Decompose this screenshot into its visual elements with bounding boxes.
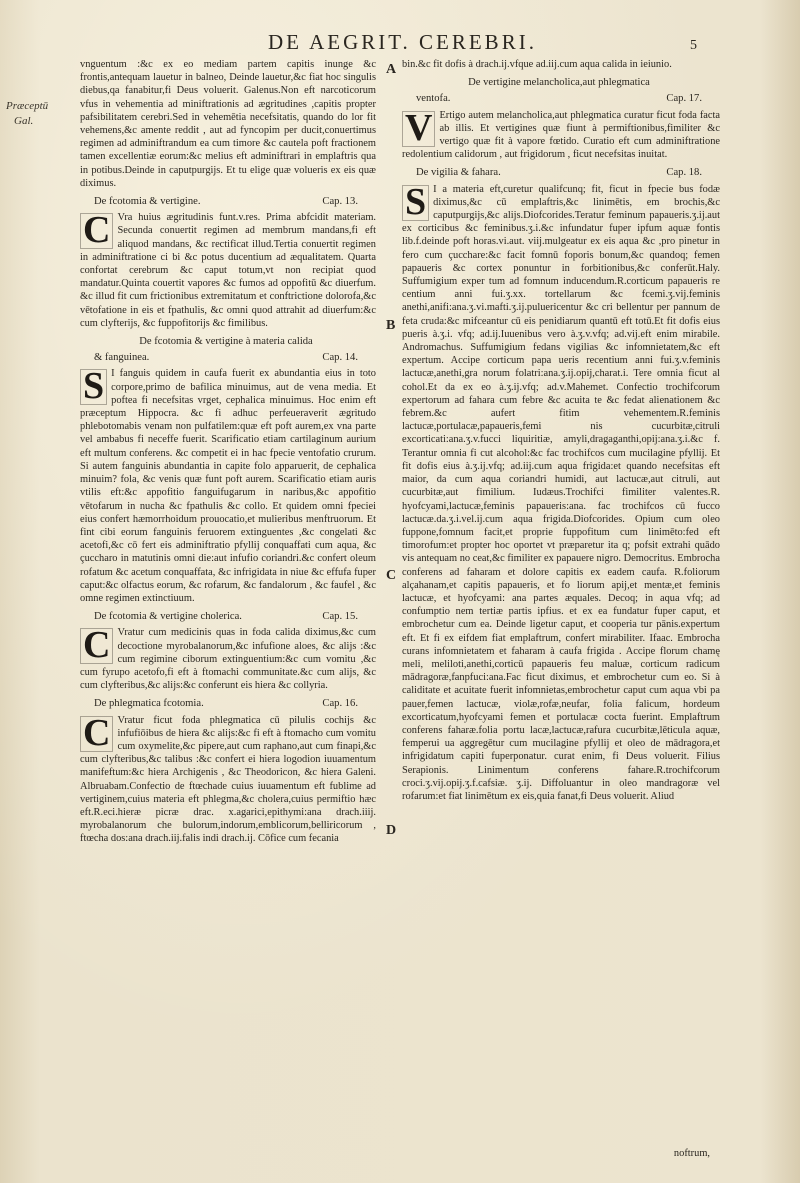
chapter-16-body: Vratur ficut foda phlegmatica cū pilulis cochijs &c infufiōibus de hiera &c alijs:&c fi eft à ftomacho cum vomitu cum oxymelite,&c pipere,aut cum raphano,aut cum finapi,&c cum clyfteribus,&c talibus :&c confert ei hiera logodion iuuamentum manifeftum:&c hiera Archigenis , &c Theodoricon, &c hiera Galeni. Albruabam.Confectio de ftœchade cuius iuuamentum eft fublime ad vertiginem,cuius materia eft phlegma,&c cholera,cuius permiftio hæc eft.R.eci.hieræ picræ drac. x.agarici,epithymi:ana drach.iiij. myrobalanorum che bulorum,indorum,emblicorum,belliricorum , ftœcha dos:ana drach.iij.falis indi drach.ij. Cōfice cum fecania (80, 714, 376, 845)
chapter-heading-17-line1 (402, 76, 720, 89)
chapter-title: De phlegmatica fcotomia. (94, 698, 204, 710)
chapter-number: Cap. 14. (322, 352, 358, 364)
margin-note-praeceptum: Præceptū (6, 100, 49, 112)
chapter-13-body: Vra huius ægritudinis funt.v.res. Prima abfcidit materiam. Secunda conuertit regimen ad membrum mandans,fi eft aliquod mandans, &c rectificat illud.Tertia conuertit regimen in adminiftratione ci bi &c potus ducentium ad æqualitatem. Quarta confortat cerebrum &c caput totum,vt non recipiat quod mandatur.Quinta couertit vapores &c fumos ad oppofitū &c diuerfum. &c illud fit cum frictionibus extremitatum et conftrictione dolorofa,&c vētofatione in eis et fpathulis, &c omni quod attrahit ad diuerfum:&c cum clyfterijs, &c fuppofitorijs &c fimilibus. (80, 212, 376, 329)
chapter-title: De vertigine melancholica,aut phlegmatica (468, 77, 650, 89)
chapter-title: De fcotomia & vertigine à materia calida (139, 336, 313, 348)
chapter-15-text (80, 626, 376, 692)
chapter-number: Cap. 16. (322, 698, 358, 710)
chapter-number: Cap. 17. (666, 93, 702, 105)
drop-capital: C (80, 628, 113, 664)
section-key-b: B (386, 318, 396, 333)
drop-capital: C (80, 716, 113, 752)
section-key-d: D (386, 823, 397, 838)
chapter-heading-17-line2 (402, 92, 720, 105)
chapter-18-text (402, 180, 720, 804)
chapter-14-text (80, 367, 376, 605)
running-title: DE AEGRIT. CEREBRI. (268, 30, 537, 54)
chapter-title: De vigilia & fahara. (416, 167, 501, 179)
chapter-heading-13 (80, 195, 376, 208)
drop-capital: S (402, 185, 429, 221)
chapter-heading-15 (80, 610, 376, 623)
drop-capital: C (80, 213, 113, 249)
catchword: noftrum, (673, 1147, 710, 1159)
chapter-title-continued: ventofa. (416, 93, 451, 105)
left-intro-paragraph: vnguentum :&c ex eo mediam partem capitis inunge &c frontis,antequam lauetur in balneo, Deinde lauetur,&c fiat hoc singulis diebus,qa fanabitur,fi Deus voluerit. Galenus.Non eft narcoticorum vfus in vehementia ad miniftrationis ad ægritudines ,capitis propter pafsibilitatem cerebri.Sed in vehemētia necefsitatis, quando do lor fit vehemens,&c amente reddit , aut ad fyncopim per ducit,conuertimus regimen ad adminiftrandum ea cum timore &c cautela poft fractionem tamen excellentiæ eorum:&c melius eft adminiftrari in emplaftris qua in potibus.Deinde in caputpurgijs. Et tu elige quæ volueris ex eis quæ diximus. (80, 59, 376, 189)
left-column (80, 58, 376, 1168)
drop-capital: V (402, 111, 435, 147)
section-key-c: C (386, 568, 397, 583)
chapter-18-body: I a materia eft,curetur qualifcunq; fit, ficut in fpecie bus fodæ diximus,&c cū emplaftris,&c linimētis, em brochis,&c caputpurgijs,&c alijs.Diofcorides.Teratur feminum papaueris.ʒ.ij.aut ex corticibus &c feminibus.ʒ.i.&c infundatur fuper ipfum aquæ fontis lib.f.deinde poft horas.vi.aut. viij.mulgeatur ex eis aqua &c ,pro pinetur in fero cum çucchare:&c facit fomnū foporis bonum,&c quandoq; femen papaueris &c cortex ponuntur in forbitionibus,&c conferūt.Haly. Suffumigium exper tum ad fomnum inducendum.R.corticum papaueris re centium anni fui.ʒ.xx. tortellarum &c fcemi.ʒ.vij.feminis anethi,anifi:ana.ʒ.vi.mafti.ʒ.ij.puluericentur &c cri bellentur per pannum de feta cruda:&c mifceantur cū eis penidiarum quantū eft totū.Et fit dofis eius pueris à.ʒ.i. vfq; ad.ij.Iuuenibus vero à.ʒ.v.vfq; ad.vij.eft enim mirabile. Andromachus. Suffumigium fedans vigilias &c infomnietatem,&c eft expertum. Accipe corticum papa ueris recentium anni fui.ʒ.v.feminis lactucæ,anethi,gra norum folatri:ana.ʒ.ij.opij,charat.i. Tere omnia ficut al cohol.Et da ex eo à.ʒ.ij.vfq; ad.v.Mahemet. Confectio trochifcorum expertorum ad fahara cum febre &c acuita te &c fedat alienationem &c febrem.&c aufert fitim vehementem.R.feminis lactucæ,portulacæ,papaueris,femi nis cucurbitæ,citruli excorticati:ana.ʒ.v.fucci liquiritiæ, amyli,dragaganthi,opij:ana.ʒ.i.&c f. Terantur omnia fi cut alcohol:&c fac trochifcos cum mucilagine pfyllij. Et fit dofis eius à.ʒ.ij.vfq; ad.iij.cum aqua frigida:et quando necefsitas eft maior, da cum aqua coriandri humidi, aut lactucæ,aut citruli, aut cucurbitæ,aut fimilium. Iudæus.Trochifci fimiliter valentes.R. hyofcyami,lactucæ,feminis papaueris:ana. fac trochifcos cū fucco lactucæ.da.ʒ.i.vel.ij.cum aqua frigida.Diofcorides. Opium cum oleo fuppone,fomnum facit,et proprie fuppofitum cum linimēto:fed eft timorofum:et propter hoc oportet vt præparetur ita q; pofsit extrahi quādo vis antequam no ceat,&c fimiliter ex papauere nigro. Democritus. Embrocha conferens ad faharam et dolore capitis ex eadem caufa. R.foliorum alçahanam,et capitis papaueris, et fo liorum apij,et mentæ,et feminis lactucæ, et hyofcyami: ana partes æquales. Decoq; in aqua vfq; ad confumptio nem tertiæ partis ipfius. et ex ea fundatur fuper caput, et embrochetur cum ea. Deinde ligetur caput, et cooperia tur pānis.expertum eft. Et fi ex eifdem fiat emplaftrum, confert mirabiliter. Ifaac. Embrocha curans infomnietatem et faharam à caufa frigida . Accipe florum chamę meli, meliloti,anethi,corticū papaueris feu maluæ, corticum radicum mādragoræ,fanpfuci:ana.Fac ficut diximus, et embrochetur cum eo. Si à caliditate et acuitate fuerit infomnietas,embrochetur caput cum aqua vbi pa pauer,femen lactucæ, violæ,rofæ,neufar, folia falicum, hordeum excorticatum,hyofcyami femen et portulacæ cocta fuerint. Emplaftrum conferens faharæ.folia portu lacæ,lactucæ,rafura cucurbitæ,lēticula aquæ, femperui ua aggregētur cum mucilagine pfyllij et oleo de mādragora,et infrigidatum capiti fuperponatur. curat enim, fi Deus voluerit. Filius Serapionis. Linimentum conferens fahare.R.trochifcorum croci.ʒ.vij.opij.ʒ.f.cafsiæ. ʒ.ij. Diffoluantur in oleo mandragoræ vel rofarum:et fiat linimētum ex eis,quia fanat,fi Deus voluerit. Aliud (402, 183, 720, 802)
chapter-number: Cap. 13. (322, 196, 358, 208)
page-number: 5 (690, 38, 697, 53)
chapter-heading-14-line1 (80, 335, 376, 348)
right-intro-paragraph: bin.&c fit dofis à drach.ij.vfque ad.iij.cum aqua calida in ieiunio. (402, 59, 672, 70)
section-key-a: A (386, 62, 397, 77)
chapter-14-body: I fanguis quidem in caufa fuerit ex abundantia eius in toto corpore,primo de bafilica minuimus, aut de vena media. Et poftea fi necefsitas vrget, cephalica minuimus. Hoc enim eft præceptum Hippocra. &c fi adhuc perfeueraverit ægritudo phlebotomabis venam non pulfatilem:quæ eft poft aurem,ex vna parte vel ambabus fi neceffe fuerit. Scarificatio etiam cartilaginum aurium eft multum conferens. &c competit ei in hac fpecie ventofatio crurum. Si autem fanguinis abundantia in capite folo apparuerit, de cephalica minuim? fola, &c venis quæ funt poft aurem. Scarificatio etiam auris vtilis eft:&c appofitio fanguifugarum in naribus,&c appofitio vētofarum in nucha &c fpathulis &c collo. Et quidem omni fpeciei eius confert hæmorrhoidum prouocatio,et mulieribus menftruorum. Et fint cibi eorum fanguinis feruorem extinguentes ,&c congelati &c acetofi,&c cō fert eis adminiftratio pfyllij conquaffati cum aqua, &c çuccharo in matutinis omni die:aut infufio coriandri.&c confert oleum rofatum &c acetum conquaffata, &c infrigidata in niue &c effufa fuper caput:&c olfactus eorum, &c rofarum, &c fandalorum , &c faufel , &c omne regimen extinctiuum. (80, 368, 376, 604)
chapter-17-body: Ertigo autem melancholica,aut phlegmatica curatur ficut foda facta ab illis. Et vertigines quæ fiunt à permiftionibus,fimiliter &c vertigo quæ fit à vapore fœtido. Curatio eft cum adminiftratione redolentium calidorum , aut frigidorum , ficut necefsitas inuitat. (402, 109, 720, 161)
chapter-title-continued: & fanguinea. (94, 352, 150, 364)
chapter-title: De fcotomia & vertigine cholerica. (94, 611, 242, 623)
chapter-number: Cap. 15. (322, 611, 358, 623)
chapter-17-text (402, 106, 720, 162)
drop-capital: S (80, 369, 107, 405)
chapter-heading-16 (80, 697, 376, 710)
margin-note-galenus: Gal. (14, 115, 34, 127)
chapter-number: Cap. 18. (666, 167, 702, 179)
chapter-13-text (80, 211, 376, 330)
right-column (402, 58, 720, 1168)
chapter-heading-18 (402, 166, 720, 179)
chapter-16-text (80, 711, 376, 846)
chapter-title: De fcotomia & vertigine. (94, 196, 201, 208)
chapter-15-body: Vratur cum medicinis quas in foda calida diximus,&c cum decoctione myrobalanorum,&c infufione aloes, &c alijs :&c cum regimine ciborum extinguentium:&c cum vomitu ,&c cum fyrupo acetofo,fi eft à ftomachi communitate.&c cum alijs, &c cum clyfteribus,&c alijs:&c conferunt eis hiera &c collyria. (80, 627, 376, 692)
chapter-heading-14-line2 (80, 351, 376, 364)
